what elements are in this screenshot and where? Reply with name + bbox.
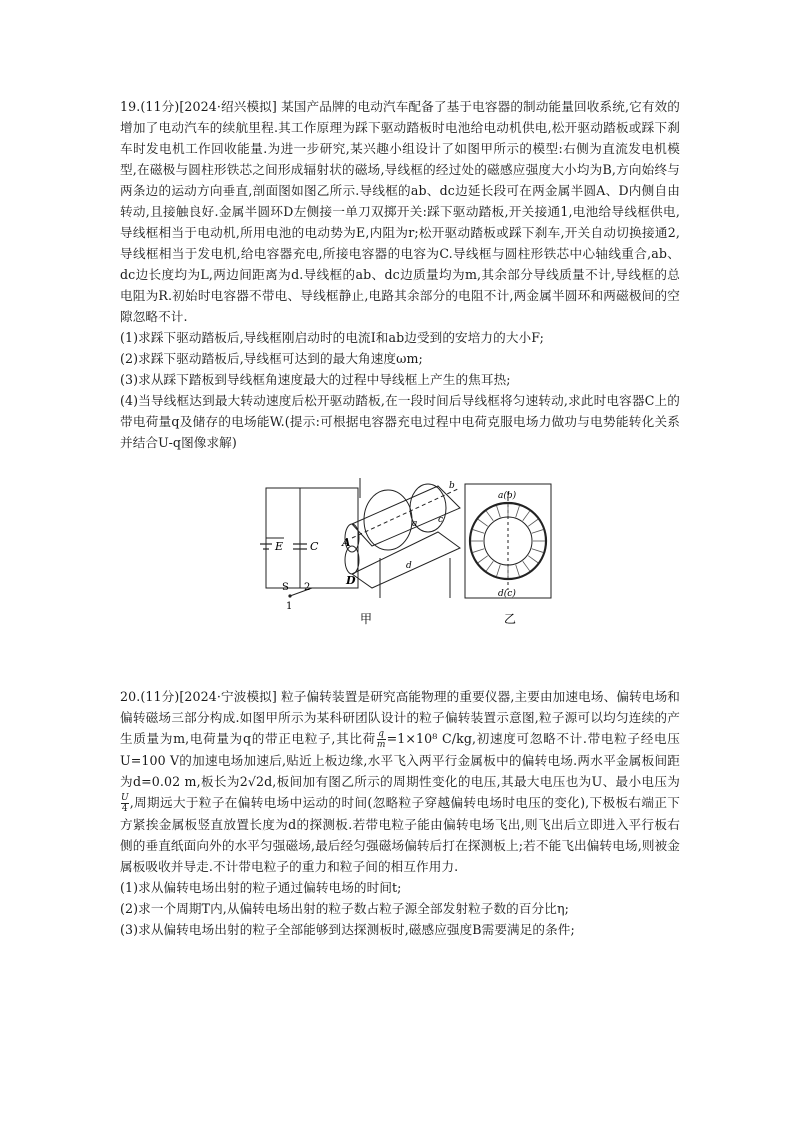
- label-b: b: [449, 481, 455, 491]
- question-20: [120, 686, 680, 940]
- field-line: [497, 565, 501, 576]
- q20-sub1: (1)求从偏转电场出射的粒子通过偏转电场的时间t;: [120, 880, 402, 895]
- ratio-denominator: m: [376, 740, 386, 750]
- field-line: [497, 506, 501, 517]
- generator-model: [345, 478, 460, 598]
- caption-jia: 甲: [360, 612, 373, 626]
- field-line: [473, 549, 484, 553]
- q20-stem-c: ,周期远大于粒子在偏转电场中运动的时间(忽略粒子穿越偏转电场时电压的变化),下极板右端正下方紧挨金属板竖直放置长度为d的探测板.若带电粒子能由偏转电场飞出,则飞出后立即进入平行板右侧的垂直纸面向外的水平匀强磁场,最后经匀强磁场偏转后打在探测板上;若不能飞出偏转电场,则被金属板吸收并导走.不计带电粒子的重力和粒子间的相互作用力.: [120, 795, 680, 874]
- label-E: E: [275, 540, 284, 553]
- q19-sub1: (1)求踩下驱动踏板后,导线框刚启动时的电流I和ab边受到的安培力的大小F;: [120, 330, 544, 345]
- u-over-4-fraction: [121, 793, 129, 814]
- q19-sub3: (3)求从踩下踏板到导线框角速度最大的过程中导线框上产生的焦耳热;: [120, 372, 511, 387]
- label-a: a: [412, 519, 418, 529]
- field-line: [486, 561, 493, 571]
- label-A: A: [342, 536, 351, 549]
- label-d: d: [406, 561, 412, 571]
- field-line: [532, 530, 543, 534]
- field-line: [516, 565, 520, 576]
- label-S: S: [282, 582, 289, 593]
- q19-figure: [260, 478, 580, 628]
- q20-stem-b: =1×10⁸ C/kg,初速度可忽略不计.带电粒子经电压U=100 V的加速电场加速后,贴近上板边缘,水平飞入两平行金属板中的偏转电场.两水平金属板间距为d=0.02 m,板长为2√2d,板间加有图乙所示的周期性变化的电压,其最大电压也为U、最小电压为: [120, 731, 680, 789]
- question-19: [120, 96, 680, 453]
- field-line: [473, 530, 484, 534]
- field-line: [523, 561, 530, 571]
- field-line: [528, 519, 538, 526]
- field-line: [523, 511, 530, 521]
- ratio-fraction: [377, 729, 386, 750]
- field-line: [532, 549, 543, 553]
- field-line: [486, 511, 493, 521]
- frac-denominator: 4: [121, 804, 128, 814]
- label-D: D: [346, 574, 356, 587]
- q20-sub3: (3)求从偏转电场出射的粒子全部能够到达探测板时,磁感应强度B需要满足的条件;: [120, 922, 575, 937]
- label-d-c: d(c): [498, 589, 516, 599]
- field-line: [478, 519, 488, 526]
- q19-stem: 19.(11分)[2024·绍兴模拟] 某国产品牌的电动汽车配备了基于电容器的制动能量回收系统,它有效的增加了电动汽车的续航里程.其工作原理为踩下驱动踏板时电池给电动机供电,松开驱动踏板或踩下刹车时发电机工作回收能量.为进一步研究,某兴趣小组设计了如图甲所示的模型:右侧为直流发电机模型,在磁极与圆柱形铁芯之间形成辐射状的磁场,导线框的经过处的磁感应强度大小均为B,方向始终与两条边的运动方向垂直,剖面图如图乙所示.导线框的ab、dc边延长段可在两金属半圆A、D内侧自由转动,且接触良好.金属半圆环D左侧接一单刀双掷开关:踩下驱动踏板,开关接通1,电池给导线框供电,导线框相当于电动机,所用电池的电动势为E,内阻为r;松开驱动踏板或踩下刹车,开关自动切换接通2,导线框相当于发电机,给电容器充电,所接电容器的电容为C.导线框与圆柱形铁芯中心轴线重合,ab、dc边长度均为L,两边间距离为d.导线框的ab、dc边质量均为m,其余部分导线质量不计,导线框的总电阻为R.初始时电容器不带电、导线框静止,电路其余部分的电阻不计,两金属半圆环和两磁极间的空隙忽略不计.: [120, 99, 680, 324]
- q20-sub2: (2)求一个周期T内,从偏转电场出射的粒子数占粒子源全部发射粒子数的百分比η;: [120, 901, 569, 916]
- q19-sub2: (2)求踩下驱动踏板后,导线框可达到的最大角速度ωm;: [120, 351, 423, 366]
- field-line: [528, 556, 538, 563]
- label-2: 2: [304, 582, 311, 593]
- q19-sub4: (4)当导线框达到最大转动速度后松开驱动踏板,在一段时间后导线框将匀速转动,求此时电容器C上的带电荷量q及储存的电场能W.(提示:可根据电容器充电过程中电荷克服电场力做功与电势能转化关系并结合U-q图像求解): [120, 393, 680, 450]
- label-c: c: [438, 515, 444, 525]
- label-C: C: [310, 540, 319, 553]
- q20-stem-a: 20.(11分)[2024·宁波模拟] 粒子偏转装置是研究高能物理的重要仪器,主要由加速电场、偏转电场和偏转磁场三部分构成.如图甲所示为某科研团队设计的粒子偏转装置示意图,粒子源可以均匀连续的产生质量为m,电荷量为q的带正电粒子,其比荷: [120, 689, 680, 746]
- field-line: [516, 506, 520, 517]
- q20-stem: [120, 686, 680, 877]
- label-1: 1: [286, 601, 293, 612]
- field-line: [478, 556, 488, 563]
- frac-numerator: U: [121, 793, 129, 803]
- switch-pivot: [288, 594, 291, 597]
- label-a-b: a(b): [498, 491, 517, 501]
- ratio-numerator: q: [378, 729, 385, 739]
- caption-yi: 乙: [504, 612, 517, 626]
